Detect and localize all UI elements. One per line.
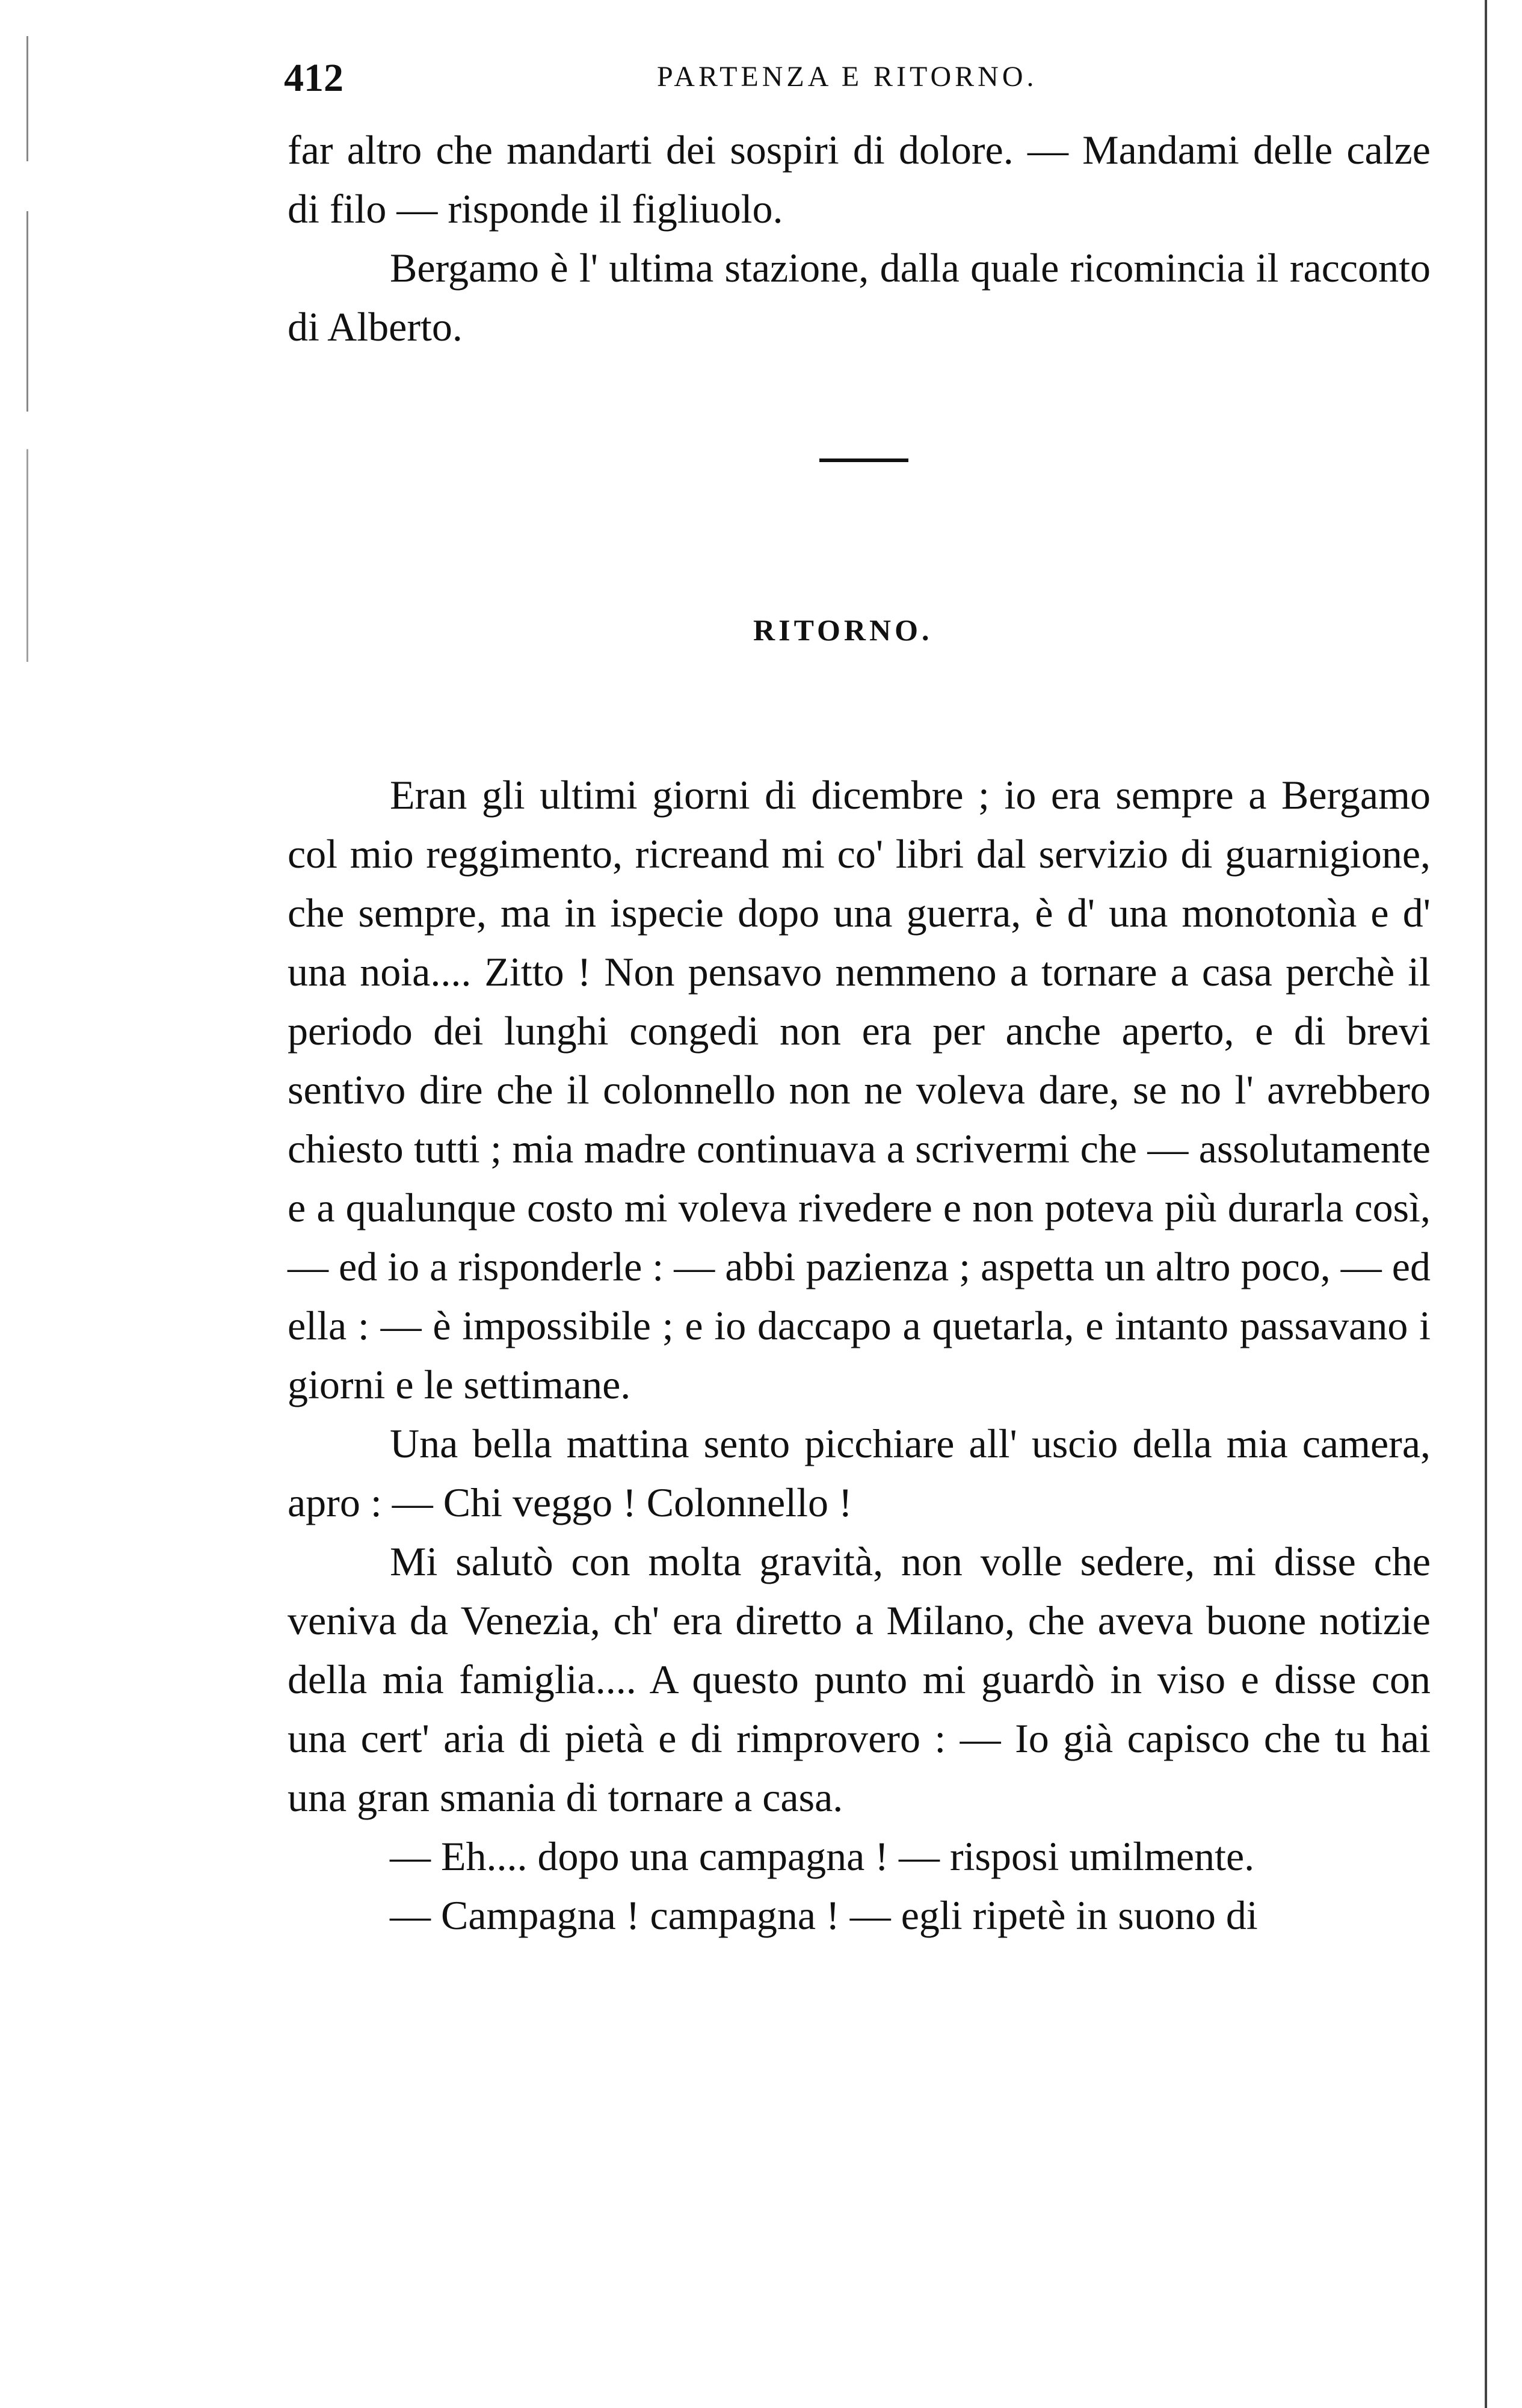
right-margin-edge (1485, 0, 1487, 2408)
body-text (288, 765, 1431, 1945)
continuation-text (288, 120, 1431, 356)
section-divider (819, 458, 908, 462)
body-paragraph-1: Eran gli ultimi giorni di dicembre ; io era sempre a Bergamo col mio reggimento, ricreand mi co' libri dal servizio di guarnigione, che sempre, ma in ispecie dopo una guerra, è d' una monotonìa e d' una noia.... Zitto ! Non pensavo nemmeno a tornare a casa perchè il periodo dei lunghi congedi non era per anche aperto, e di brevi sentivo dire che il colonnello non ne voleva dare, se no l' avrebbero chiesto tutti ; mia madre continuava a scrivermi che — assolutamente e a qualunque costo mi voleva rivedere e non poteva più durarla così, — ed io a risponderle : — abbi pazienza ; aspetta un altro poco, — ed ella : — è impossibile ; e io daccapo a quetarla, e intanto passavano i giorni e le settimane. (288, 772, 1431, 1407)
running-title: PARTENZA E RITORNO. (657, 61, 1038, 93)
section-heading: RITORNO. (753, 613, 933, 647)
left-margin-mark (26, 36, 28, 662)
body-paragraph-2: Una bella mattina sento picchiare all' uscio della mia camera, apro : — Chi veggo ! Colonnello ! (288, 1421, 1431, 1525)
continuation-paragraph-2: Bergamo è l' ultima stazione, dalla quale ricomincia il racconto di Alberto. (288, 245, 1431, 350)
body-paragraph-4: — Eh.... dopo una campagna ! — risposi umilmente. (390, 1833, 1255, 1879)
body-paragraph-5: — Campagna ! campagna ! — egli ripetè in suono di (390, 1892, 1258, 1938)
page-number: 412 (284, 56, 344, 100)
continuation-paragraph-1: far altro che mandarti dei sospiri di dolore. — Mandami delle calze di filo — risponde il figliuolo. (288, 127, 1431, 232)
page-header (284, 55, 1434, 110)
body-paragraph-3: Mi salutò con molta gravità, non volle sedere, mi disse che veniva da Venezia, ch' era diretto a Milano, che aveva buone notizie della mia famiglia.... A questo punto mi guardò in viso e disse con una cert' aria di pietà e di rimprovero : — Io già capisco che tu hai una gran smania di tornare a casa. (288, 1539, 1431, 1820)
